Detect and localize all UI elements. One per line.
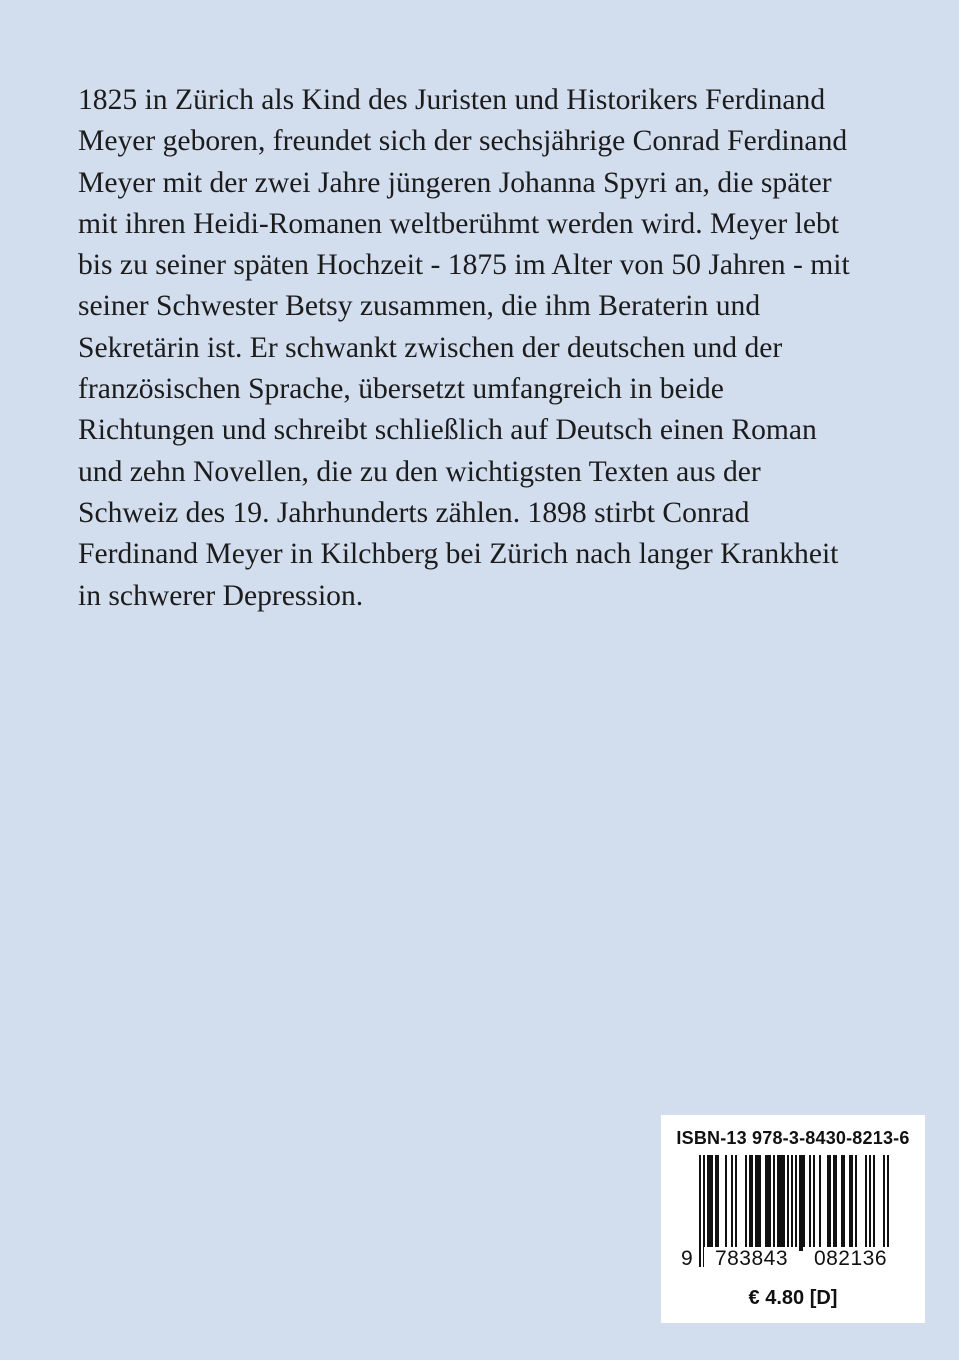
barcode-bar	[835, 1155, 837, 1251]
barcode-bar	[803, 1155, 805, 1251]
blurb-line: Schweiz des 19. Jahrhunderts zählen. 1898 stirbt Conrad	[78, 496, 750, 529]
barcode-bar	[755, 1155, 757, 1251]
barcode-bar	[707, 1155, 709, 1251]
blurb-line: Meyer geboren, freundet sich der sechsjährige Conrad Ferdinand	[78, 125, 848, 158]
price-label: € 4.80 [D]	[748, 1287, 838, 1309]
barcode-bar	[759, 1155, 761, 1251]
blurb-line: Ferdinand Meyer in Kilchberg bei Zürich nach langer Krankheit	[78, 538, 839, 571]
barcode-bar	[855, 1155, 857, 1251]
barcode-bar	[781, 1155, 783, 1251]
barcode-bar	[779, 1155, 781, 1251]
barcode-bar	[749, 1155, 751, 1251]
barcode-bar	[829, 1155, 831, 1251]
barcode-bar	[783, 1155, 785, 1251]
blurb-line: Meyer mit der zwei Jahre jüngeren Johanna Spyri an, die später	[78, 166, 832, 199]
blurb-line: seiner Schwester Betsy zusammen, die ihm Beraterin und	[78, 290, 761, 323]
barcode-bar	[809, 1155, 811, 1251]
barcode-bar	[787, 1155, 789, 1251]
barcode-bar	[715, 1155, 717, 1251]
barcode-bar	[849, 1155, 851, 1251]
barcode-bar	[765, 1155, 767, 1251]
barcode-bar	[865, 1155, 867, 1251]
barcode-bar	[767, 1155, 769, 1251]
barcode-bar	[745, 1155, 747, 1251]
blurb-line: in schwerer Depression.	[78, 579, 364, 612]
ean-first-digit: 9	[681, 1247, 699, 1271]
barcode-bar	[869, 1155, 871, 1251]
barcode-bar	[735, 1155, 737, 1251]
barcode-bar	[841, 1155, 843, 1251]
barcode-bar	[873, 1155, 875, 1251]
barcode-bar	[769, 1155, 771, 1251]
barcode-bar	[731, 1155, 733, 1251]
barcode-bar	[801, 1155, 803, 1251]
barcode-bar	[773, 1155, 775, 1251]
isbn-label: ISBN-13 978-3-8430-8213-6	[676, 1128, 910, 1148]
barcode-bar	[833, 1155, 835, 1251]
barcode-guard-bar	[699, 1155, 701, 1267]
blurb-text	[78, 80, 898, 617]
barcode-bar	[827, 1155, 829, 1251]
ean-right-digits: 082136	[803, 1247, 898, 1271]
blurb-line: 1825 in Zürich als Kind des Juristen und Historikers Ferdinand	[78, 84, 826, 116]
barcode-bar	[717, 1155, 719, 1251]
barcode-bar	[725, 1155, 727, 1251]
blurb-line: mit ihren Heidi-Romanen weltberühmt werden wird. Meyer lebt	[78, 207, 839, 240]
barcode-bar	[799, 1155, 801, 1251]
barcode-bar	[711, 1155, 713, 1251]
barcode-bar	[757, 1155, 759, 1251]
blurb-line: französischen Sprache, übersetzt umfangreich in beide	[78, 373, 724, 406]
blurb-line: bis zu seiner späten Hochzeit - 1875 im Alter von 50 Jahren - mit	[78, 249, 850, 282]
barcode-bar	[709, 1155, 711, 1251]
barcode-bar	[777, 1155, 779, 1251]
blurb-line: Sekretärin ist. Er schwankt zwischen der deutschen und der	[78, 331, 783, 364]
barcode-bar	[813, 1155, 815, 1251]
barcode-panel	[661, 1115, 925, 1323]
barcode-bar	[843, 1155, 845, 1251]
barcode-bar	[819, 1155, 821, 1251]
barcode-bar	[851, 1155, 853, 1251]
blurb-line: und zehn Novellen, die zu den wichtigsten Texten aus der	[78, 455, 761, 488]
ean-left-digits: 783843	[704, 1247, 799, 1271]
blurb-line: Richtungen und schreibt schließlich auf Deutsch einen Roman	[78, 414, 817, 447]
barcode-bar	[751, 1155, 753, 1251]
